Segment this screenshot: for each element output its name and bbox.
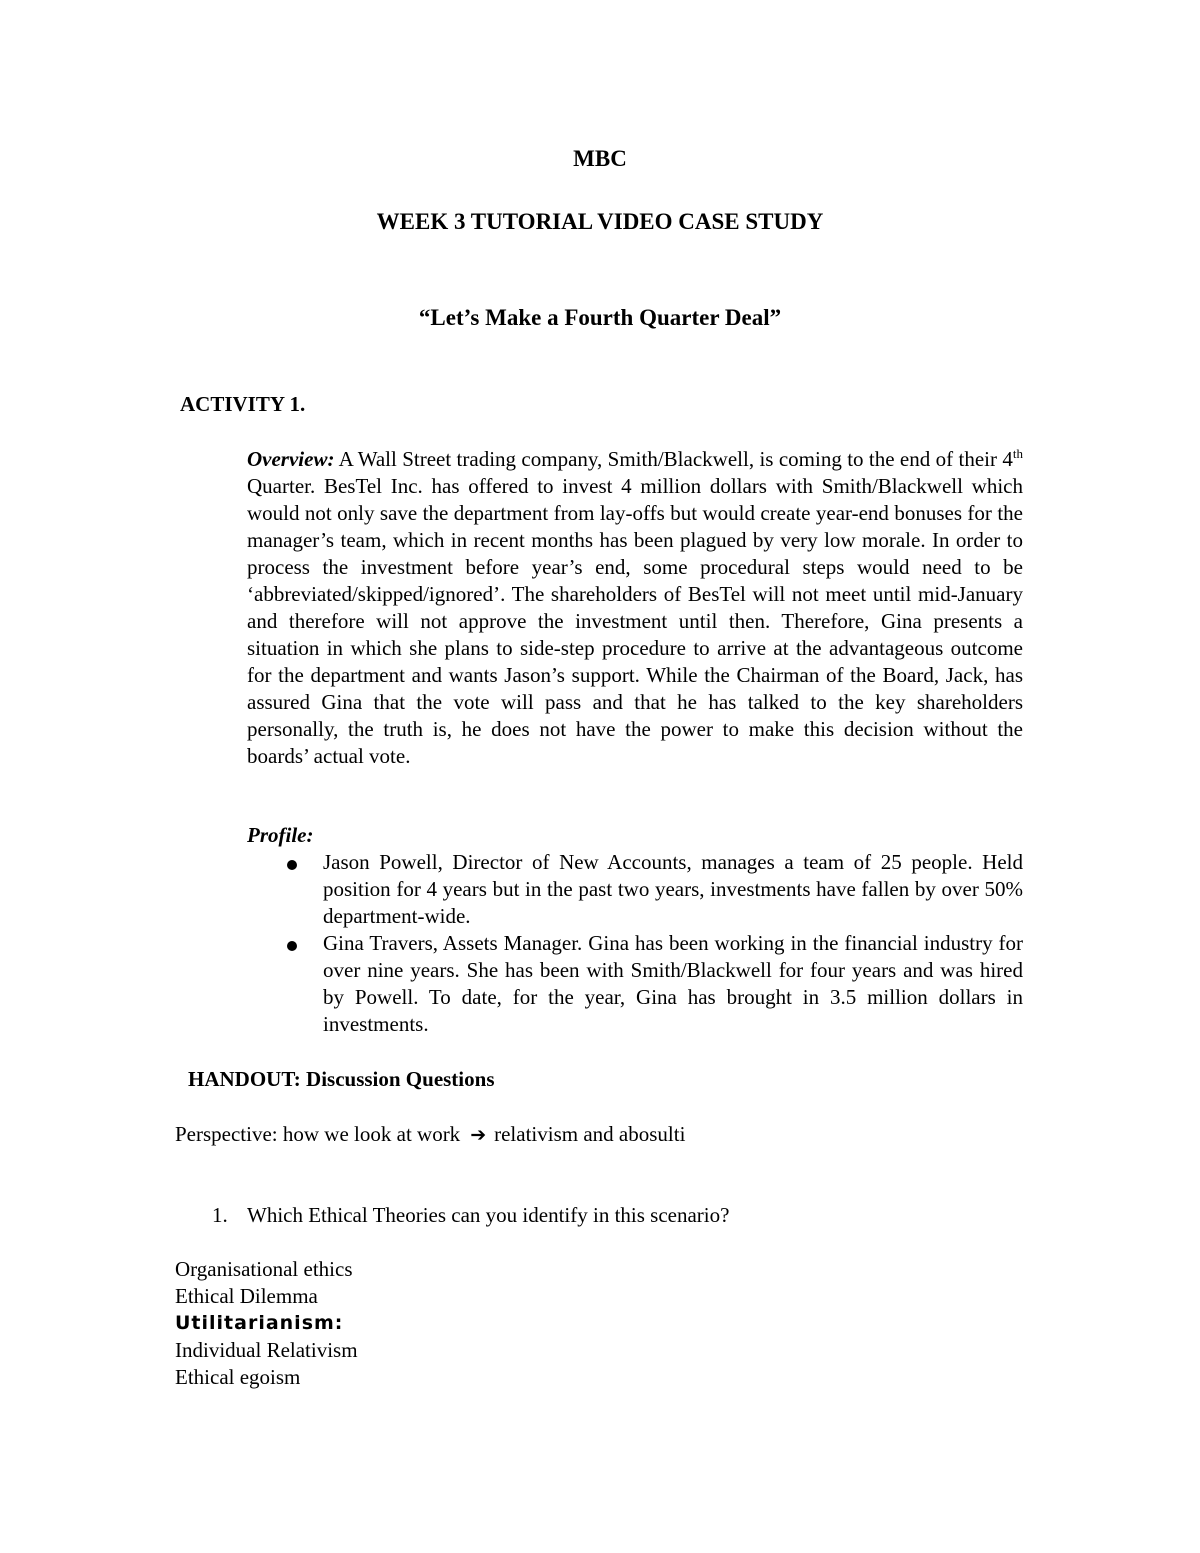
handout-heading: HANDOUT: Discussion Questions — [188, 1067, 495, 1091]
perspective-text-left: Perspective: how we look at work — [175, 1122, 461, 1146]
question-item — [212, 1202, 729, 1229]
profile-text: Jason Powell, Director of New Accounts, manages a team of 25 people. Held position for 4 years but in the past two years, investments have fallen by over 50% department-wide. — [323, 850, 1023, 928]
document-subtitle: WEEK 3 TUTORIAL VIDEO CASE STUDY — [376, 209, 824, 234]
profile-list — [247, 849, 1023, 1038]
answer-item: Organisational ethics — [175, 1257, 353, 1281]
case-study-title: “Let’s Make a Fourth Quarter Deal” — [418, 305, 782, 330]
overview-superscript: th — [1012, 446, 1023, 461]
answer-item: Ethical egoism — [175, 1365, 301, 1389]
question-number: 1. — [212, 1203, 228, 1227]
perspective-text-right: relativism and abosulti — [494, 1122, 686, 1146]
right-arrow-icon: ➔ — [470, 1124, 487, 1146]
overview-text-part-2: Quarter. BesTel Inc. has offered to invest 4 million dollars with Smith/Blackwell which would not only save the department from lay-offs but would create year-end bonuses for the manager’s team, which in recent months has been plagued by very low morale. In order to process the investment before year’s end, some procedural steps would need to be ‘abbreviated/skipped/ignored’. The shareholders of BesTel will not meet until mid-January and therefore will not approve the investment until then. Therefore, Gina presents a situation in which she plans to side-step procedure to arrive at the advantageous outcome for the department and wants Jason’s support. While the Chairman of the Board, Jack, has assured Gina that the vote will pass and that he has talked to the key shareholders personally, the truth is, he does not have the power to make this decision without the boards’ actual vote. — [247, 474, 1023, 768]
overview-label: Overview: — [247, 447, 335, 471]
list-item — [247, 930, 1023, 1038]
answer-item: Utilitarianism: — [175, 1312, 344, 1334]
profile-text: Gina Travers, Assets Manager. Gina has been working in the financial industry for over nine years. She has been with Smith/Blackwell for four years and was hired by Powell. To date, for the year, Gina has brought in 3.5 million dollars in investments. — [323, 931, 1023, 1036]
activity-heading: ACTIVITY 1. — [180, 392, 306, 416]
answer-item: Individual Relativism — [175, 1338, 358, 1362]
bullet-icon — [287, 941, 297, 951]
list-item — [247, 849, 1023, 930]
overview-text-part-1: A Wall Street trading company, Smith/Blackwell, is coming to the end of their 4 — [334, 447, 1013, 471]
answer-item: Ethical Dilemma — [175, 1284, 318, 1308]
perspective-line — [175, 1121, 685, 1149]
document-title: MBC — [573, 146, 627, 171]
question-text: Which Ethical Theories can you identify in this scenario? — [247, 1203, 730, 1227]
overview-paragraph — [247, 446, 1023, 770]
answer-list — [175, 1256, 358, 1391]
bullet-icon — [287, 860, 297, 870]
profile-heading: Profile: — [247, 823, 314, 847]
